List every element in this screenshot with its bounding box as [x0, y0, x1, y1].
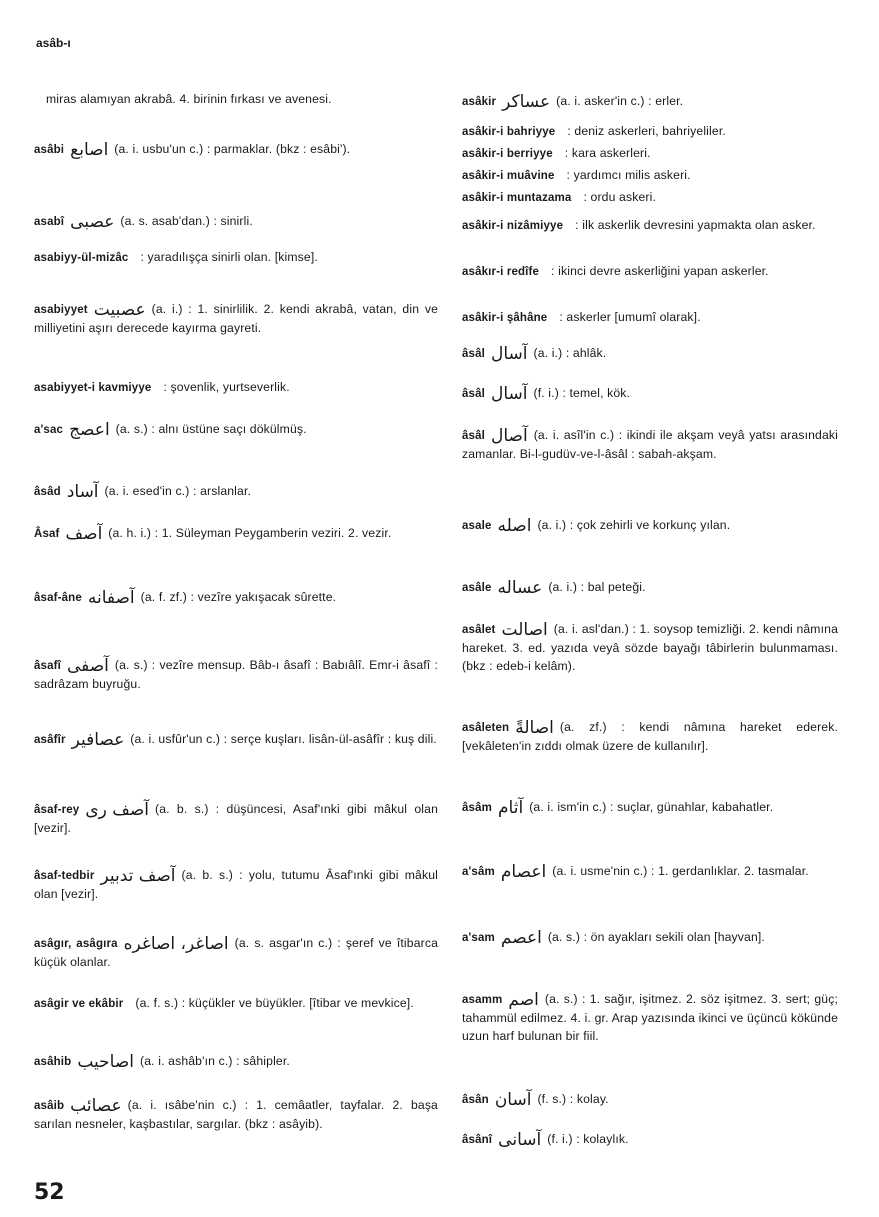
definition: (a. s.) : 1. sağır, işitmez. 2. söz işitmez. 3. sert; güç; tahammül edilmez. 4. i. gr. Arap yazısında ikinci ve üçüncü kökünde uzun harf bulunan bir fiil. — [462, 992, 838, 1043]
dictionary-entry — [462, 426, 838, 463]
definition: (a. i. ısâbe'nin c.) : 1. cemâatler, tayfalar. 2. başa sarılan nesneler, kaşbastılar, sargılar. (bkz : asâyib). — [34, 1098, 438, 1131]
definition: : yaradılışça sinirli olan. [kimse]. — [140, 250, 318, 264]
dictionary-entry — [462, 718, 838, 755]
definition: (a. i. asl'dan.) : 1. soysop temizliği. 2. kendi nâmına hareket. 3. ed. yazıda veyâ sözde bayağı tâbirlerin bulunmaması. (bkz : edeb-i kelâm). — [462, 622, 838, 673]
definition: (a. i. usme'nin c.) : 1. gerdanlıklar. 2. tasmalar. — [552, 864, 809, 878]
headword: asâbi — [34, 144, 65, 156]
arabic-script: اعصام — [500, 862, 547, 882]
headword: âsaf-rey — [34, 804, 80, 816]
headword: asamm — [462, 994, 503, 1006]
headword: âsâd — [34, 486, 61, 498]
headword: asâhib — [34, 1056, 72, 1068]
arabic-script: آثام — [498, 798, 524, 818]
definition: (a. i.) : 1. sinirlilik. 2. kendi akrabâ, vatan, din ve milliyetini aşırı derecede kayırma gayreti. — [34, 302, 438, 335]
dictionary-entry — [34, 524, 438, 543]
dictionary-entry — [34, 934, 438, 971]
arabic-script: عساله — [497, 578, 543, 598]
definition: : ordu askeri. — [583, 190, 657, 204]
arabic-script: عصائب — [70, 1096, 122, 1116]
definition: (a. s.) : alnı üstüne saçı dökülmüş. — [115, 422, 307, 436]
dictionary-entry — [462, 122, 838, 141]
definition: (a. i. asker'in c.) : erler. — [556, 94, 684, 108]
arabic-script: آصف تدبير — [100, 866, 176, 886]
definition: (a. b. s.) : yolu, tutumu Âsaf'ınki gibi mâkul olan [vezir]. — [34, 868, 438, 901]
dictionary-entry — [34, 378, 438, 397]
headword: âsâm — [462, 802, 493, 814]
dictionary-entry — [462, 928, 838, 947]
headword: asale — [462, 520, 492, 532]
definition: (a. i.) : bal peteği. — [548, 580, 646, 594]
arabic-script: اصله — [497, 516, 532, 536]
headword: âsâl — [462, 430, 485, 442]
arabic-script: آصفانه — [87, 588, 135, 608]
dictionary-entry — [34, 140, 438, 159]
dictionary-entry — [462, 144, 838, 163]
arabic-script: اصاغر، اصاغره — [123, 934, 229, 954]
headword: asâle — [462, 582, 492, 594]
headword: asâleten — [462, 722, 510, 734]
dictionary-entry — [34, 420, 438, 439]
headword: asâkir-i nizâmiyye — [462, 220, 564, 232]
headword: a'sâm — [462, 866, 495, 878]
definition: (a. s.) : ön ayakları sekili olan [hayvan]. — [547, 930, 765, 944]
headword: asâkır-i redîfe — [462, 266, 540, 278]
headword: asabiyyet-i kavmiyye — [34, 382, 152, 394]
definition: : deniz askerleri, bahriyeliler. — [567, 124, 726, 138]
definition: (f. i.) : temel, kök. — [533, 386, 631, 400]
arabic-script: آصال — [490, 426, 528, 446]
definition: : kara askerleri. — [564, 146, 651, 160]
dictionary-entry — [462, 620, 838, 675]
arabic-script: عصافير — [71, 730, 125, 750]
dictionary-entry — [462, 578, 838, 597]
dictionary-entry — [34, 90, 438, 109]
arabic-script: آسان — [494, 1090, 532, 1110]
dictionary-entry — [462, 862, 838, 881]
arabic-script: اصالةً — [515, 718, 554, 738]
headword: Âsaf — [34, 528, 60, 540]
definition: (f. s.) : kolay. — [537, 1092, 609, 1106]
dictionary-entry — [462, 1090, 838, 1109]
headword: asâgir ve ekâbir — [34, 998, 124, 1010]
headword: a'sac — [34, 424, 64, 436]
headword: âsaf-tedbir — [34, 870, 95, 882]
headword: âsaf-âne — [34, 592, 82, 604]
headword: asabiyyet — [34, 304, 88, 316]
headword: asâfîr — [34, 734, 66, 746]
headword: asâkir — [462, 96, 497, 108]
definition: (a. s. asgar'ın c.) : şeref ve îtibarca küçük olanlar. — [34, 936, 438, 969]
definition: (a. s.) : vezîre mensup. Bâb-ı âsafî : Babıâlî. Emr-i âsafî : sadrâzam buyruğu. — [34, 658, 438, 691]
dictionary-entry — [34, 300, 438, 337]
headword: asâkir-i berriyye — [462, 148, 553, 160]
dictionary-entry — [462, 384, 838, 403]
arabic-script: اصابع — [70, 140, 109, 160]
definition: (a. i. ism'in c.) : suçlar, günahlar, kabahatler. — [529, 800, 774, 814]
definition: : askerler [umumî olarak]. — [559, 310, 701, 324]
headword: asâlet — [462, 624, 496, 636]
dictionary-entry — [34, 1052, 438, 1071]
definition: : yardımcı milis askeri. — [566, 168, 691, 182]
arabic-script: اصاحيب — [77, 1052, 135, 1072]
definition: (a. i. usfûr'un c.) : serçe kuşları. lisân-ül-asâfîr : kuş dili. — [130, 732, 437, 746]
running-head: asâb-ı — [36, 36, 71, 50]
headword: a'sam — [462, 932, 495, 944]
dictionary-entry — [462, 188, 838, 207]
page-number: 52 — [34, 1180, 65, 1205]
dictionary-entry — [462, 216, 838, 235]
arabic-script: آسال — [490, 384, 528, 404]
dictionary-entry — [462, 308, 838, 327]
definition: (a. s. asab'dan.) : sinirli. — [120, 214, 253, 228]
arabic-script: آصفى — [66, 656, 109, 676]
definition: (a. f. s.) : küçükler ve büyükler. [îtibar ve mevkice]. — [135, 996, 414, 1010]
definition: (a. zf.) : kendi nâmına hareket ederek. [vekâleten'in zıddı olmak üzere de kullanılır]. — [462, 720, 838, 753]
headword: âsâl — [462, 348, 485, 360]
definition: (a. i. usbu'un c.) : parmaklar. (bkz : esâbi'). — [114, 142, 351, 156]
dictionary-entry — [462, 990, 838, 1045]
headword: asabî — [34, 216, 65, 228]
arabic-script: اصالت — [501, 620, 548, 640]
arabic-script: اصم — [508, 990, 539, 1010]
arabic-script: عصبى — [70, 212, 115, 232]
arabic-script: اعصم — [500, 928, 542, 948]
dictionary-entry — [34, 212, 438, 231]
definition: (a. h. i.) : 1. Süleyman Peygamberin veziri. 2. vezir. — [108, 526, 392, 540]
dictionary-entry — [34, 1096, 438, 1133]
definition: miras alamıyan akrabâ. 4. birinin fırkası ve avenesi. — [46, 92, 332, 106]
dictionary-entry — [462, 1130, 838, 1149]
definition: (a. b. s.) : düşüncesi, Asaf'ınki gibi mâkul olan [vezir]. — [34, 802, 438, 835]
arabic-script: آساد — [66, 482, 99, 502]
dictionary-entry — [34, 866, 438, 903]
arabic-script: آسال — [490, 344, 528, 364]
headword: asabiyy-ül-mizâc — [34, 252, 129, 264]
definition: (a. i.) : çok zehirli ve korkunç yılan. — [537, 518, 731, 532]
definition: (a. f. zf.) : vezîre yakışacak sûrette. — [140, 590, 337, 604]
dictionary-entry — [34, 588, 438, 607]
dictionary-entry — [34, 730, 438, 749]
arabic-script: عساكر — [502, 92, 551, 112]
definition: : ilk askerlik devresini yapmakta olan asker. — [575, 218, 816, 232]
headword: asâib — [34, 1100, 65, 1112]
arabic-script: عصبيت — [93, 300, 146, 320]
definition: (a. i. esed'in c.) : arslanlar. — [104, 484, 252, 498]
dictionary-entry — [462, 344, 838, 363]
dictionary-entry — [462, 798, 838, 817]
headword: asâkir-i bahriyye — [462, 126, 556, 138]
headword: âsafî — [34, 660, 61, 672]
dictionary-entry — [34, 800, 438, 837]
definition: (a. i.) : ahlâk. — [533, 346, 607, 360]
headword: asâgır, asâgıra — [34, 938, 118, 950]
headword: âsâl — [462, 388, 485, 400]
dictionary-entry — [462, 92, 838, 111]
dictionary-entry — [34, 482, 438, 501]
headword: asâkir-i muntazama — [462, 192, 572, 204]
arabic-script: اعصج — [69, 420, 110, 440]
dictionary-entry — [34, 994, 438, 1013]
dictionary-entry — [462, 516, 838, 535]
arabic-script: آصف رى — [85, 800, 150, 820]
dictionary-entry — [34, 248, 438, 267]
arabic-script: آسانى — [498, 1130, 542, 1150]
dictionary-entry — [34, 656, 438, 693]
headword: asâkir-i muâvine — [462, 170, 555, 182]
headword: âsânî — [462, 1134, 493, 1146]
definition: : şovenlik, yurtseverlik. — [163, 380, 290, 394]
headword: asâkir-i şâhâne — [462, 312, 548, 324]
dictionary-entry — [462, 262, 838, 281]
definition: (a. i. asîl'in c.) : ikindi ile akşam veyâ yatsı arasındaki zamanlar. Bi-l-gudüv-ve-l-âsâl : sabah-akşam. — [462, 428, 838, 461]
definition: : ikinci devre askerliğini yapan askerler. — [551, 264, 769, 278]
arabic-script: آصف — [65, 524, 103, 544]
dictionary-entry — [462, 166, 838, 185]
headword: âsân — [462, 1094, 489, 1106]
definition: (a. i. ashâb'ın c.) : sâhipler. — [140, 1054, 290, 1068]
definition: (f. i.) : kolaylık. — [547, 1132, 629, 1146]
